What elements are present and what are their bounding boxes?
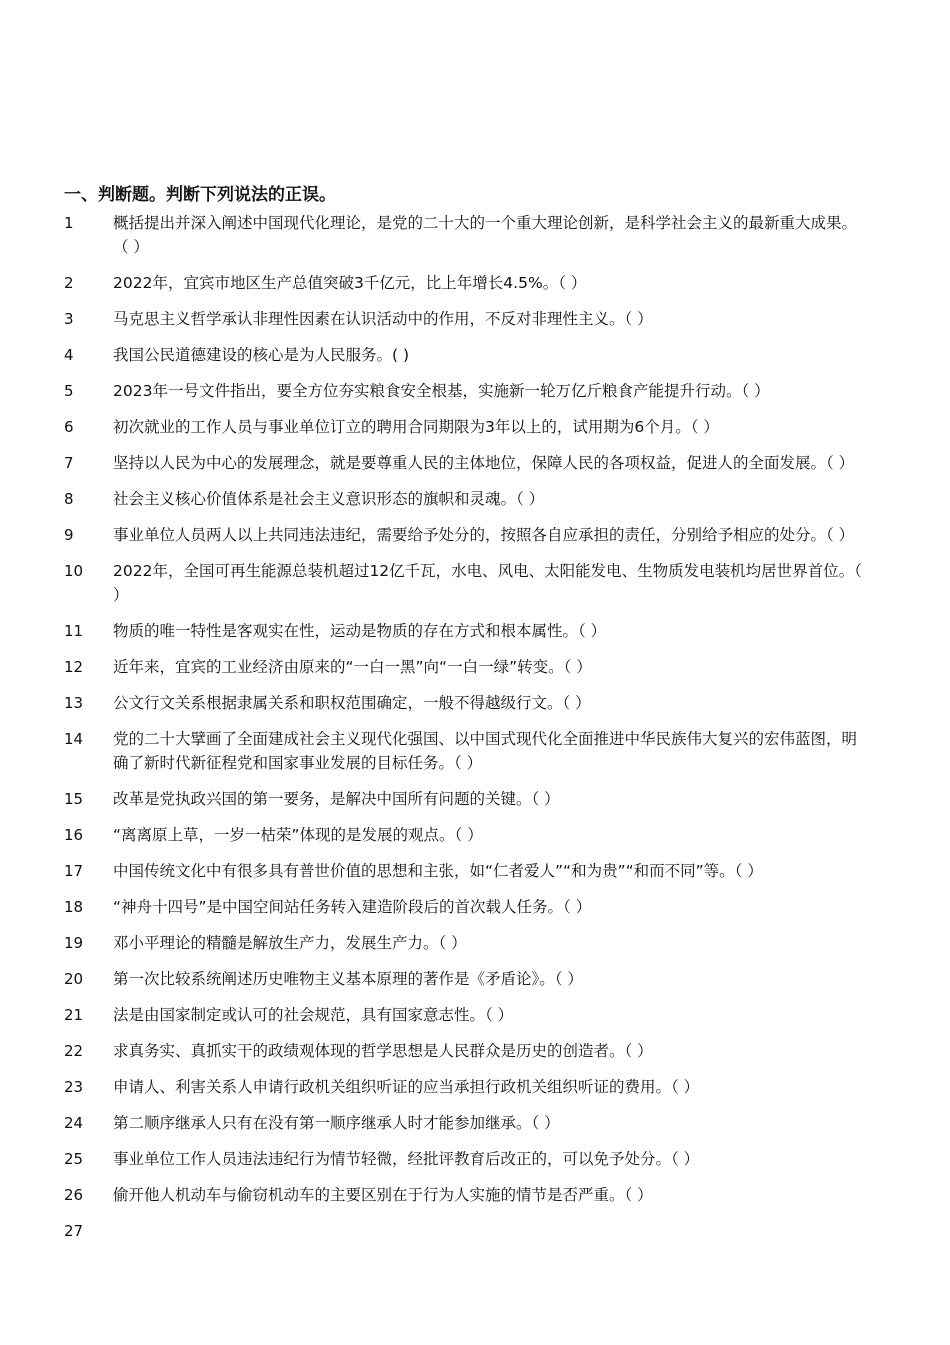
- question-text: 近年来，宜宾的工业经济由原来的“一白一黑”向“一白一绿”转变。（ ）: [113, 658, 592, 676]
- question-item: [64, 1075, 864, 1099]
- question-number: 6: [64, 418, 74, 436]
- question-number: 17: [64, 862, 84, 880]
- question-text: 初次就业的工作人员与事业单位订立的聘用合同期限为3年以上的，试用期为6个月。（ ）: [113, 418, 719, 436]
- question-number: 22: [64, 1042, 84, 1060]
- question-list: [64, 211, 864, 1255]
- question-number: 19: [64, 934, 84, 952]
- question-item: [64, 967, 864, 991]
- question-number: 20: [64, 970, 84, 988]
- question-text: 我国公民道德建设的核心是为人民服务。( ): [113, 346, 410, 364]
- question-item: [64, 895, 864, 919]
- question-text: 坚持以人民为中心的发展理念，就是要尊重人民的主体地位，保障人民的各项权益，促进人的全面发展。（ ）: [113, 454, 855, 472]
- question-text: 2022年，全国可再生能源总装机超过12亿千瓦，水电、风电、太阳能发电、生物质发电装机均居世界首位。（ ）: [113, 562, 862, 604]
- question-item: [64, 1111, 864, 1135]
- question-item: [64, 691, 864, 715]
- question-item: [64, 451, 864, 475]
- question-number: 27: [64, 1222, 84, 1240]
- question-item: [64, 1219, 864, 1243]
- question-item: [64, 1147, 864, 1171]
- question-item: [64, 1039, 864, 1063]
- question-text: 概括提出并深入阐述中国现代化理论，是党的二十大的一个重大理论创新，是科学社会主义的最新重大成果。（ ）: [113, 214, 858, 256]
- question-number: 7: [64, 454, 74, 472]
- question-text: 申请人、利害关系人申请行政机关组织听证的应当承担行政机关组织听证的费用。（ ）: [113, 1078, 700, 1096]
- question-item: [64, 487, 864, 511]
- question-number: 8: [64, 490, 74, 508]
- question-number: 11: [64, 622, 84, 640]
- question-number: 5: [64, 382, 74, 400]
- question-number: 21: [64, 1006, 84, 1024]
- question-text: 社会主义核心价值体系是社会主义意识形态的旗帜和灵魂。（ ）: [113, 490, 545, 508]
- question-item: [64, 619, 864, 643]
- question-item: [64, 1003, 864, 1027]
- question-number: 2: [64, 274, 74, 292]
- question-number: 4: [64, 346, 74, 364]
- question-text: 马克思主义哲学承认非理性因素在认识活动中的作用，不反对非理性主义。（ ）: [113, 310, 653, 328]
- question-item: [64, 559, 864, 607]
- question-number: 10: [64, 562, 84, 580]
- question-text: 党的二十大擘画了全面建成社会主义现代化强国、以中国式现代化全面推进中华民族伟大复兴的宏伟蓝图，明确了新时代新征程党和国家事业发展的目标任务。（ ）: [113, 730, 858, 772]
- question-item: [64, 787, 864, 811]
- question-text: 偷开他人机动车与偷窃机动车的主要区别在于行为人实施的情节是否严重。（ ）: [113, 1186, 653, 1204]
- question-text: 改革是党执政兴国的第一要务，是解决中国所有问题的关键。（ ）: [113, 790, 560, 808]
- question-number: 14: [64, 730, 84, 748]
- question-text: 事业单位人员两人以上共同违法违纪，需要给予处分的，按照各自应承担的责任，分别给予相应的处分。（ ）: [113, 526, 855, 544]
- question-text: 第二顺序继承人只有在没有第一顺序继承人时才能参加继承。（ ）: [113, 1114, 560, 1132]
- question-text: “离离原上草，一岁一枯荣”体现的是发展的观点。（ ）: [113, 826, 483, 844]
- question-text: 2022年，宜宾市地区生产总值突破3千亿元，比上年增长4.5%。（ ）: [113, 274, 587, 292]
- question-text: 中国传统文化中有很多具有普世价值的思想和主张，如“仁者爱人”“和为贵”“和而不同”等。（ ）: [113, 862, 763, 880]
- question-text: 法是由国家制定或认可的社会规范，具有国家意志性。（ ）: [113, 1006, 514, 1024]
- question-number: 16: [64, 826, 84, 844]
- question-number: 3: [64, 310, 74, 328]
- question-item: [64, 271, 864, 295]
- question-number: 18: [64, 898, 84, 916]
- question-number: 1: [64, 214, 74, 232]
- question-text: 第一次比较系统阐述历史唯物主义基本原理的著作是《矛盾论》。（ ）: [113, 970, 583, 988]
- question-text: “神舟十四号”是中国空间站任务转入建造阶段后的首次载人任务。（ ）: [113, 898, 592, 916]
- question-number: 13: [64, 694, 84, 712]
- question-item: [64, 655, 864, 679]
- question-number: 15: [64, 790, 84, 808]
- question-text: 事业单位工作人员违法违纪行为情节轻微，经批评教育后改正的，可以免予处分。（ ）: [113, 1150, 700, 1168]
- question-item: [64, 859, 864, 883]
- question-text: 邓小平理论的精髓是解放生产力，发展生产力。（ ）: [113, 934, 467, 952]
- question-text: 物质的唯一特性是客观实在性，运动是物质的存在方式和根本属性。（ ）: [113, 622, 607, 640]
- question-number: 23: [64, 1078, 84, 1096]
- section-title: 一、判断题。判断下列说法的正误。: [64, 185, 336, 205]
- question-text: 公文行文关系根据隶属关系和职权范围确定，一般不得越级行文。（ ）: [113, 694, 591, 712]
- question-item: [64, 523, 864, 547]
- question-number: 9: [64, 526, 74, 544]
- question-item: [64, 343, 864, 367]
- question-item: [64, 931, 864, 955]
- question-number: 24: [64, 1114, 84, 1132]
- question-text: 求真务实、真抓实干的政绩观体现的哲学思想是人民群众是历史的创造者。（ ）: [113, 1042, 653, 1060]
- question-item: [64, 211, 864, 259]
- question-text: 2023年一号文件指出，要全方位夯实粮食安全根基，实施新一轮万亿斤粮食产能提升行动。（ ）: [113, 382, 770, 400]
- question-item: [64, 1183, 864, 1207]
- question-item: [64, 307, 864, 331]
- question-item: [64, 823, 864, 847]
- question-item: [64, 727, 864, 775]
- question-number: 25: [64, 1150, 84, 1168]
- question-item: [64, 379, 864, 403]
- question-number: 26: [64, 1186, 84, 1204]
- question-number: 12: [64, 658, 84, 676]
- question-item: [64, 415, 864, 439]
